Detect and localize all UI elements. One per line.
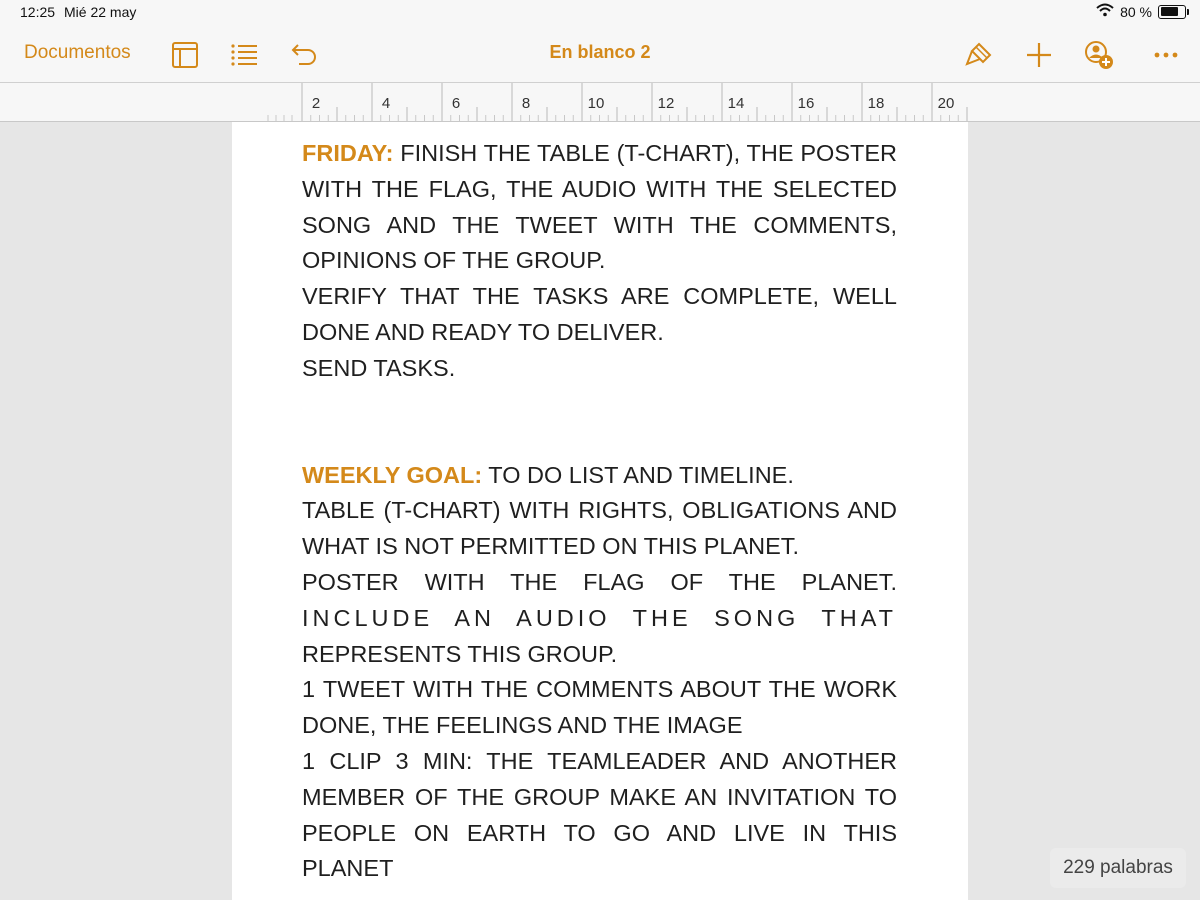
battery-percent: 80 % bbox=[1120, 3, 1152, 20]
table-paragraph[interactable]: TABLE (T-CHART) WITH RIGHTS, OBLIGATIONS AND WHAT IS NOT PERMITTED ON THIS PLANET. bbox=[302, 497, 897, 560]
collaborate-icon[interactable] bbox=[1084, 40, 1114, 70]
blank-lines bbox=[302, 387, 897, 458]
ruler-label: 8 bbox=[521, 95, 531, 112]
status-time: 12:25 bbox=[20, 4, 56, 20]
documents-button[interactable]: Documentos bbox=[24, 42, 131, 63]
word-count-badge[interactable]: 229 palabras bbox=[1050, 848, 1186, 888]
ruler-label: 2 bbox=[311, 95, 321, 112]
toolbar bbox=[0, 28, 1200, 83]
ruler-label: 16 bbox=[797, 95, 815, 112]
wifi-icon bbox=[1096, 3, 1114, 20]
ruler-label: 12 bbox=[657, 95, 675, 112]
status-bar bbox=[0, 0, 1200, 28]
weekly-goal-label: WEEKLY GOAL: bbox=[302, 461, 483, 488]
represents-paragraph[interactable]: REPRESENTS THIS GROUP. bbox=[302, 640, 618, 667]
status-right bbox=[1096, 3, 1186, 20]
weekly-goal-paragraph[interactable] bbox=[302, 458, 897, 494]
poster-paragraph[interactable]: POSTER WITH THE FLAG OF THE PLANET. bbox=[302, 568, 897, 595]
ruler-label: 14 bbox=[727, 95, 745, 112]
friday-paragraph[interactable] bbox=[302, 136, 897, 279]
send-paragraph[interactable]: SEND TASKS. bbox=[302, 354, 456, 381]
ruler[interactable] bbox=[0, 83, 1200, 122]
more-icon[interactable] bbox=[1151, 40, 1181, 70]
weekly-goal-text: TO DO LIST AND TIMELINE. bbox=[482, 461, 794, 488]
document-body[interactable] bbox=[302, 136, 897, 887]
status-date: Mié 22 may bbox=[64, 4, 137, 20]
battery-icon bbox=[1158, 5, 1186, 19]
tweet-paragraph[interactable]: 1 TWEET WITH THE COMMENTS ABOUT THE WORK DONE, THE FEELINGS AND THE IMAGE bbox=[302, 676, 897, 739]
document-title: En blanco 2 bbox=[549, 42, 651, 62]
ruler-label: 4 bbox=[381, 95, 391, 112]
audio-paragraph[interactable]: INCLUDE AN AUDIO THE SONG THAT bbox=[302, 604, 897, 631]
view-options-icon[interactable] bbox=[170, 40, 200, 70]
clip-paragraph[interactable]: 1 CLIP 3 MIN: THE TEAMLEADER AND ANOTHER MEMBER OF THE GROUP MAKE AN INVITATION TO PEOPLE ON EARTH TO GO AND LIVE IN THIS PLANET bbox=[302, 747, 897, 882]
ruler-label: 18 bbox=[867, 95, 885, 112]
ruler-label: 6 bbox=[451, 95, 461, 112]
list-icon[interactable] bbox=[229, 40, 259, 70]
undo-icon[interactable] bbox=[289, 40, 319, 70]
document-page[interactable] bbox=[232, 122, 968, 900]
add-icon[interactable] bbox=[1024, 40, 1054, 70]
friday-label: FRIDAY: bbox=[302, 140, 394, 166]
friday-text: FINISH THE TABLE (T-CHART), THE POSTER WITH THE FLAG, THE AUDIO WITH THE SELECTED SONG AND THE TWEET WITH THE COMMENTS, OPINIONS OF THE GROUP. bbox=[302, 140, 897, 274]
format-brush-icon[interactable] bbox=[964, 40, 994, 70]
verify-paragraph[interactable]: VERIFY THAT THE TASKS ARE COMPLETE, WELL DONE AND READY TO DELIVER. bbox=[302, 283, 897, 345]
ruler-label: 20 bbox=[937, 95, 955, 112]
ruler-label: 10 bbox=[587, 95, 605, 112]
